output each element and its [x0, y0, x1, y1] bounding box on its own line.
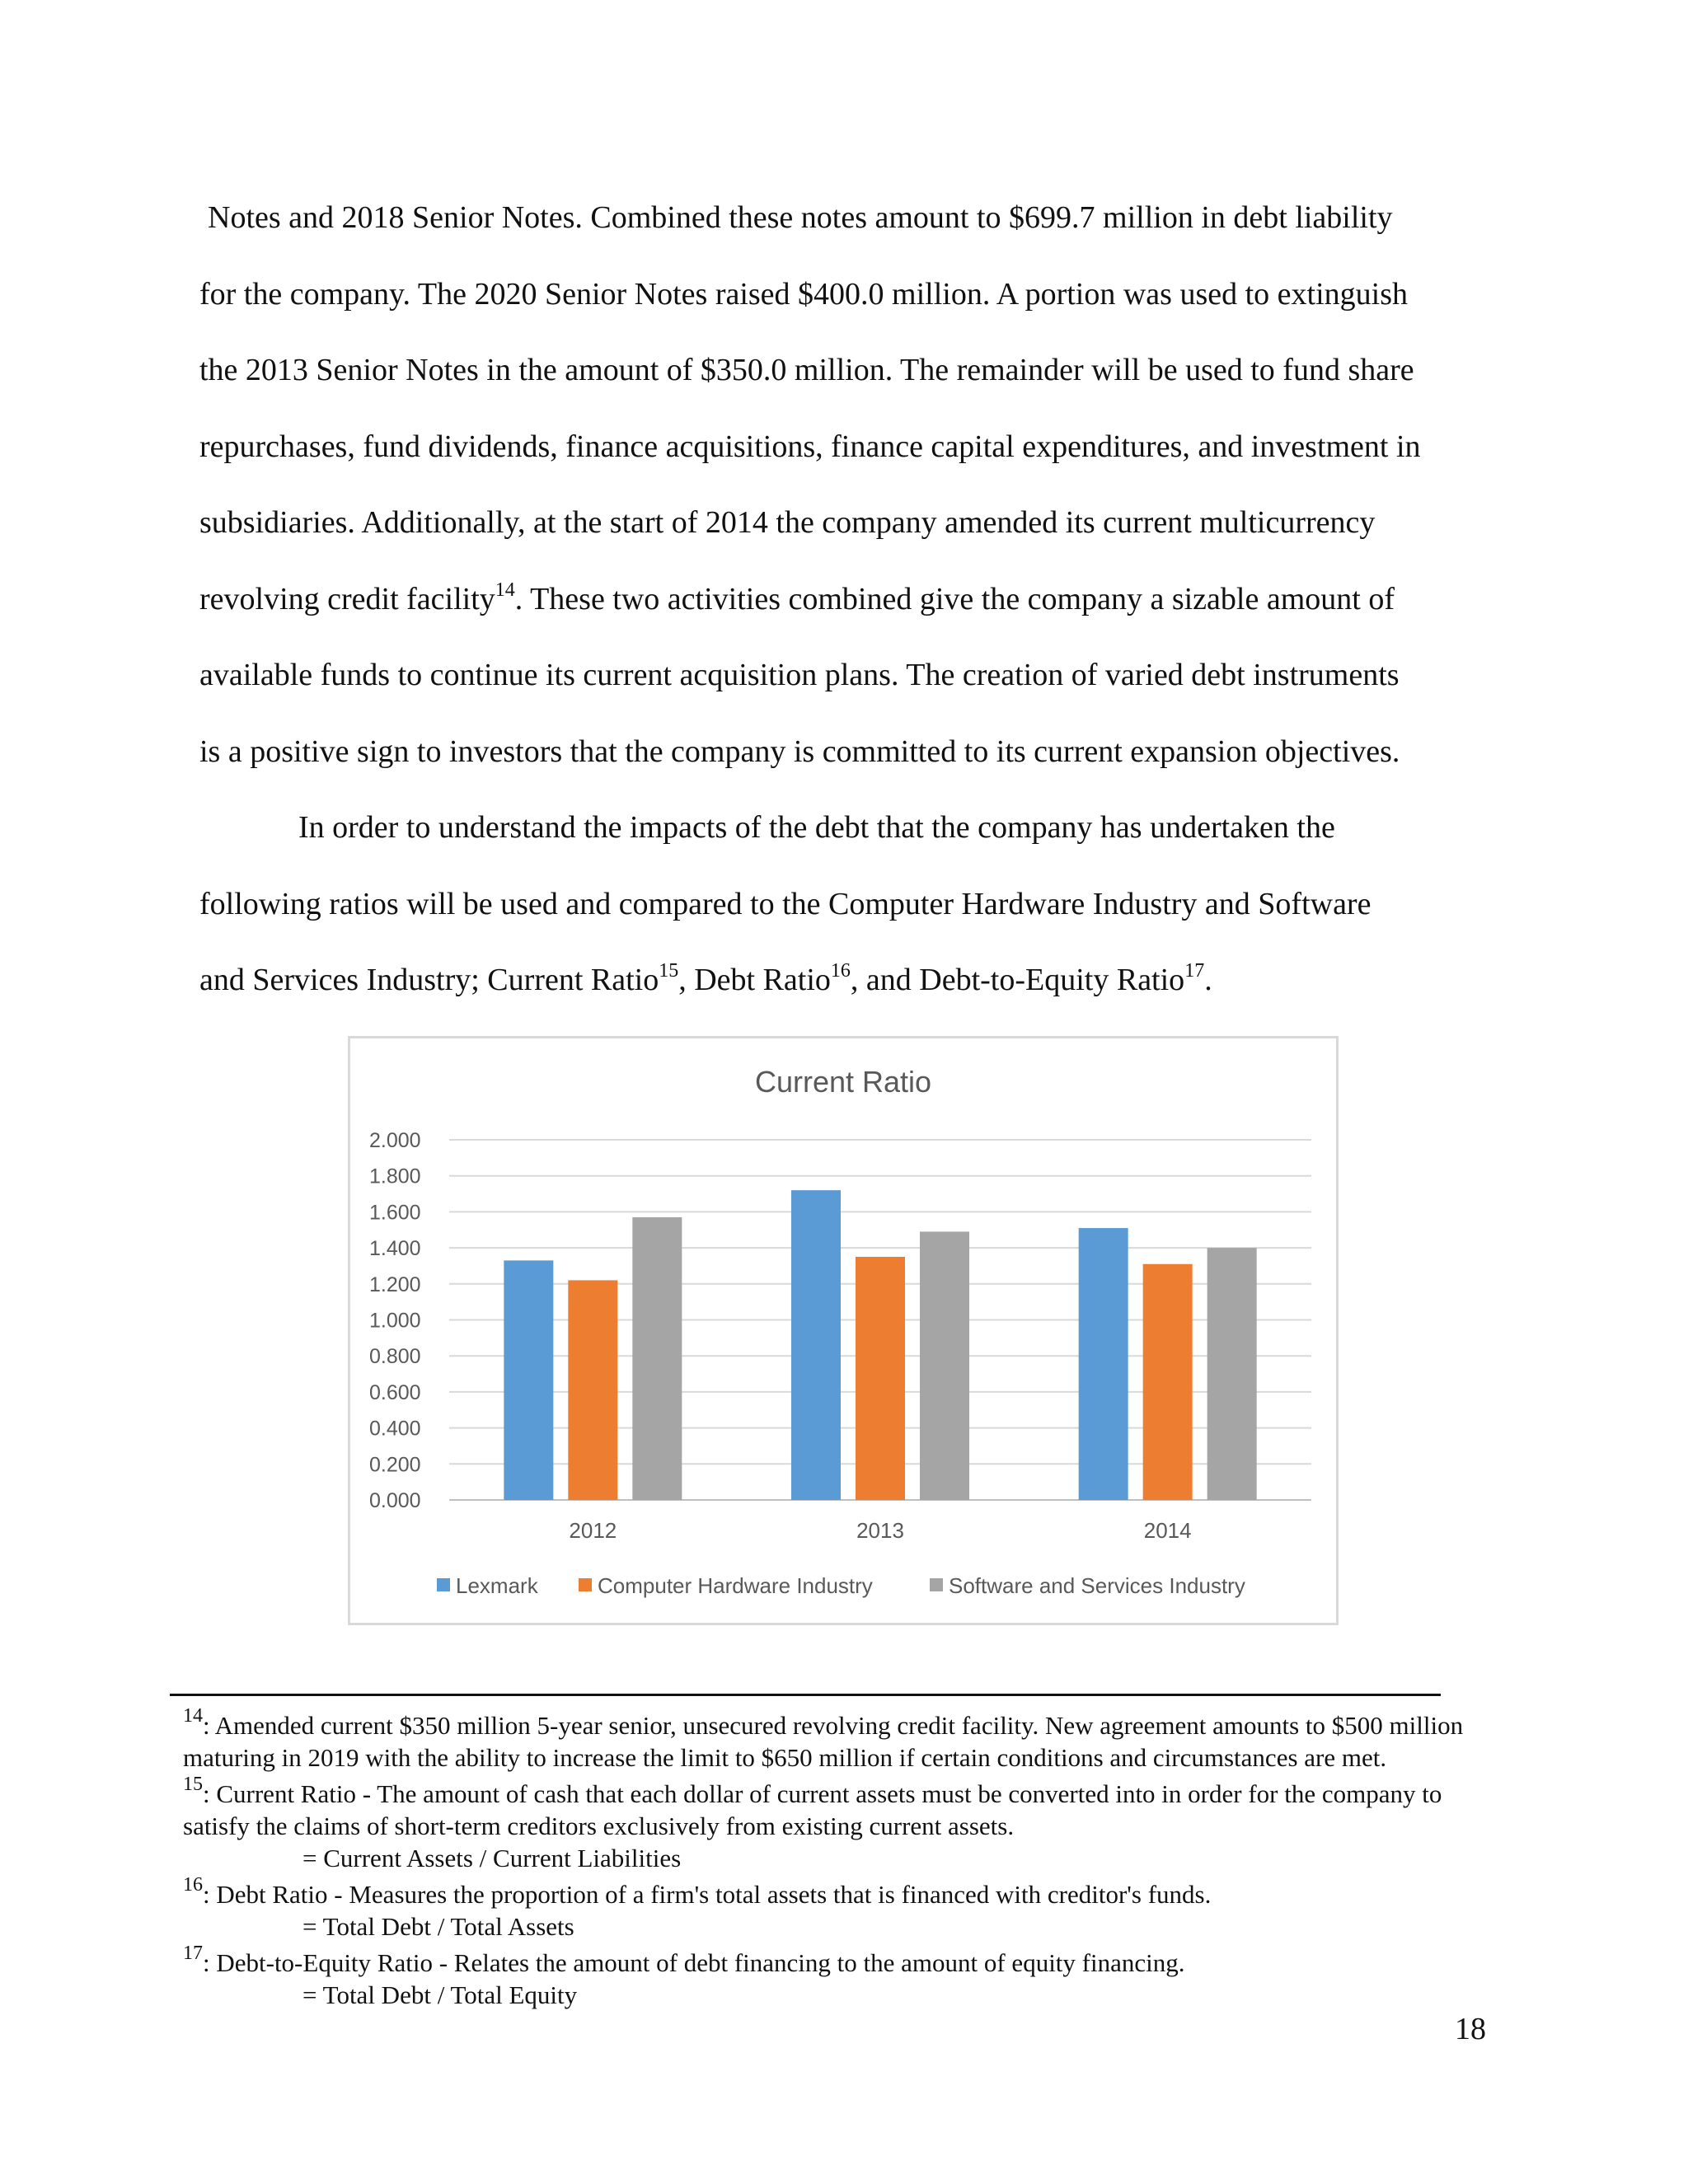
y-tick-label: 1.600	[369, 1201, 421, 1225]
x-tick-label: 2014	[1143, 1518, 1192, 1543]
footnote-ref: 15	[659, 960, 679, 982]
y-tick-label: 0.200	[369, 1453, 421, 1477]
footnotes	[183, 1704, 1469, 2015]
bar-lexmark-2012	[504, 1260, 553, 1500]
footnote-text: : Amended current $350 million 5-year senior, unsecured revolving credit facility. New agreement amounts to $500 million maturing in 2019 with the ability to increase the limit to $650 million if certain conditions and circumstances are met.	[183, 1711, 1464, 1772]
y-tick-label: 0.400	[369, 1417, 421, 1441]
footnote-formula: = Current Assets / Current Liabilities	[302, 1844, 682, 1872]
body-line: In order to understand the impacts of the debt that the company has undertaken the	[298, 810, 1335, 845]
footnote-15	[183, 1773, 1469, 1874]
legend-swatch	[437, 1578, 450, 1591]
bar-computer-hardware-industry-2012	[568, 1280, 617, 1500]
body-line: available funds to continue its current acquisition plans. The creation of varied debt instruments	[199, 658, 1400, 692]
footnote-number: 16	[183, 1873, 203, 1896]
body-text-span: . These two activities combined give the company a sizable amount of	[514, 581, 1395, 616]
footnote-16	[183, 1873, 1469, 1943]
footnote-formula: = Total Debt / Total Assets	[302, 1912, 574, 1941]
footnote-ref: 17	[1184, 960, 1205, 982]
y-tick-label: 1.400	[369, 1237, 421, 1261]
footnote-text: : Debt Ratio - Measures the proportion of a firm's total assets that is financed with creditor's funds.	[203, 1880, 1212, 1909]
y-tick-label: 0.000	[369, 1489, 421, 1512]
x-tick-label: 2013	[856, 1518, 904, 1543]
bar-software-and-services-industry-2012	[632, 1217, 682, 1500]
y-tick-label: 2.000	[369, 1129, 421, 1152]
legend-label: Computer Hardware Industry	[598, 1573, 873, 1598]
footnote-formula: = Total Debt / Total Equity	[302, 1980, 578, 2009]
bar-computer-hardware-industry-2013	[856, 1257, 905, 1500]
footnote-text: : Debt-to-Equity Ratio - Relates the amount of debt financing to the amount of equity financing.	[203, 1948, 1185, 1977]
y-tick-label: 0.800	[369, 1345, 421, 1369]
body-line	[199, 573, 1518, 649]
bar-lexmark-2013	[791, 1190, 841, 1500]
body-text-span: revolving credit facility	[199, 581, 495, 616]
body-text	[199, 191, 1518, 1030]
current-ratio-chart	[348, 1036, 1339, 1625]
body-line: for the company. The 2020 Senior Notes raised $400.0 million. A portion was used to extinguish	[199, 276, 1408, 312]
body-line: is a positive sign to investors that the company is committed to its current expansion objectives.	[199, 733, 1400, 769]
body-line: repurchases, fund dividends, finance acquisitions, finance capital expenditures, and investment in	[199, 429, 1421, 464]
body-line: subsidiaries. Additionally, at the start of 2014 the company amended its current multicurrency	[199, 505, 1376, 540]
footnote-separator	[170, 1694, 1441, 1696]
footnote-ref: 16	[830, 960, 851, 982]
legend-label: Lexmark	[456, 1573, 538, 1598]
body-line	[199, 954, 1518, 1030]
chart-svg	[350, 1038, 1336, 1623]
body-text-span: , Debt Ratio	[678, 963, 831, 997]
body-text-span: .	[1204, 963, 1212, 997]
body-line: the 2013 Senior Notes in the amount of $350.0 million. The remainder will be used to fund share	[199, 353, 1414, 387]
footnote-14	[183, 1704, 1469, 1774]
body-text-span: , and Debt-to-Equity Ratio	[850, 963, 1185, 997]
legend-swatch	[930, 1578, 943, 1591]
body-text-span: and Services Industry; Current Ratio	[199, 963, 659, 997]
page-number: 18	[1455, 2012, 1486, 2046]
bar-software-and-services-industry-2013	[920, 1231, 969, 1500]
x-tick-label: 2012	[569, 1518, 617, 1543]
bar-software-and-services-industry-2014	[1207, 1248, 1257, 1500]
legend-swatch	[579, 1578, 592, 1591]
body-line: Notes and 2018 Senior Notes. Combined these notes amount to $699.7 million in debt liability	[208, 200, 1393, 235]
bar-lexmark-2014	[1079, 1228, 1128, 1500]
y-tick-label: 1.800	[369, 1165, 421, 1188]
footnote-number: 14	[183, 1704, 203, 1727]
chart-title: Current Ratio	[754, 1065, 932, 1099]
footnote-text: : Current Ratio - The amount of cash that each dollar of current assets must be converted into in order for the company to satisfy the claims of short-term creditors exclusively from existing current assets.	[183, 1779, 1442, 1840]
body-line: following ratios will be used and compared to the Computer Hardware Industry and Software	[199, 886, 1372, 921]
footnote-number: 17	[183, 1942, 203, 1964]
footnote-17	[183, 1942, 1469, 2011]
legend-label: Software and Services Industry	[949, 1573, 1245, 1598]
y-tick-label: 1.000	[369, 1309, 421, 1333]
y-tick-label: 1.200	[369, 1272, 421, 1296]
footnote-ref: 14	[495, 579, 515, 601]
footnote-number: 15	[183, 1773, 203, 1795]
y-tick-label: 0.600	[369, 1380, 421, 1404]
bar-computer-hardware-industry-2014	[1143, 1264, 1193, 1500]
